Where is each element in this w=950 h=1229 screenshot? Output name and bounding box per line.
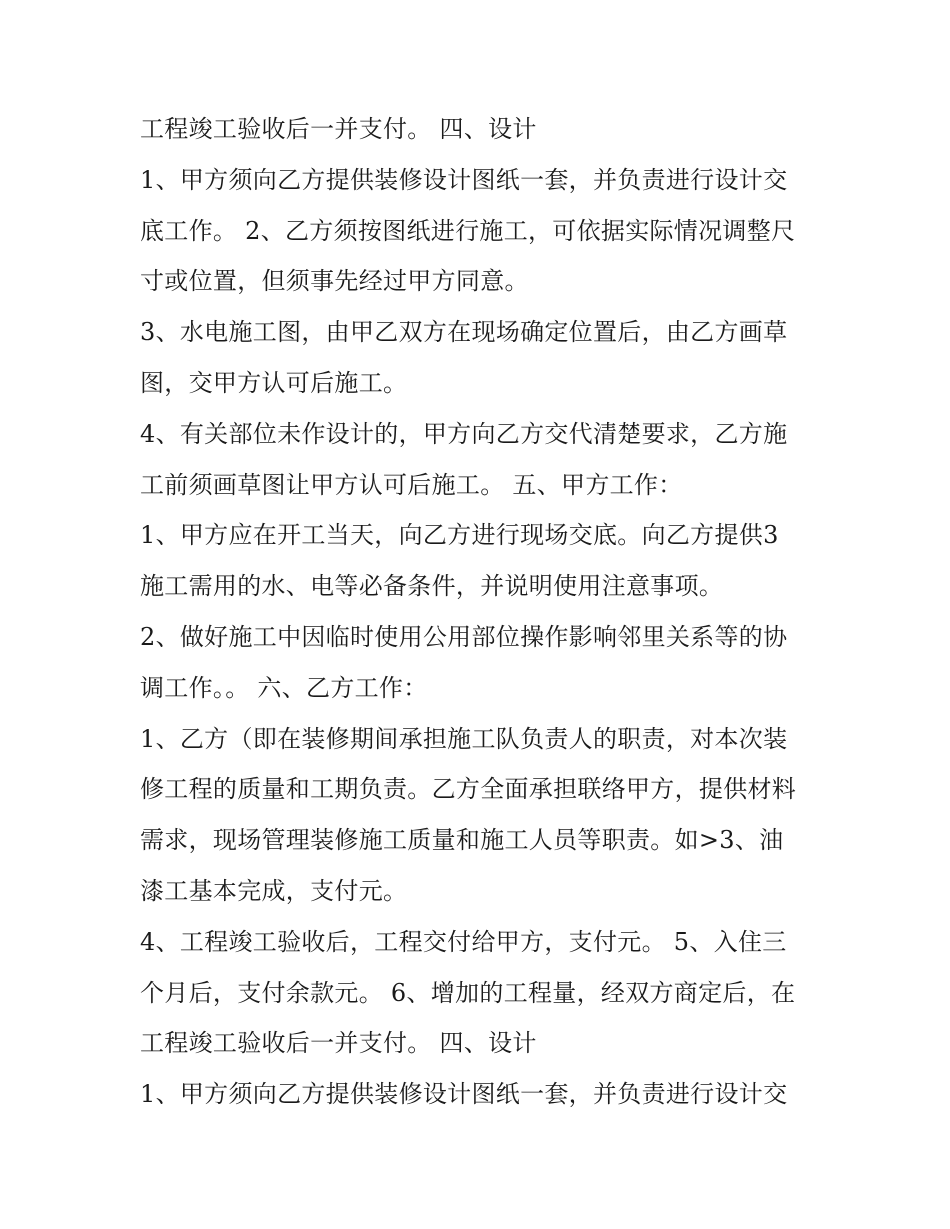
text-line: 漆工基本完成，支付元。 — [140, 876, 408, 905]
text-line: 1、甲方须向乙方提供装修设计图纸一套，并负责进行设计交 — [140, 165, 788, 194]
text-line: 工程竣工验收后一并支付。 四、设计 — [140, 1029, 537, 1058]
text-line: 1、乙方（即在装修期间承担施工队负责人的职责，对本次装 — [140, 724, 788, 753]
text-line: 图，交甲方认可后施工。 — [140, 368, 408, 397]
text-line: 需求，现场管理装修施工质量和施工人员等职责。如>3、油 — [140, 826, 784, 855]
text-line: 个月后，支付余款元。 6、增加的工程量，经双方商定后，在 — [140, 978, 796, 1007]
text-line: 1、甲方应在开工当天，向乙方进行现场交底。向乙方提供3 — [140, 521, 779, 550]
text-line: 寸或位置，但须事先经过甲方同意。 — [140, 267, 529, 296]
text-line: 施工需用的水、电等必备条件，并说明使用注意事项。 — [140, 572, 724, 601]
text-line: 修工程的质量和工期负责。乙方全面承担联络甲方，提供材料 — [140, 775, 797, 804]
text-line: 调工作。。 六、乙方工作： — [140, 673, 428, 702]
text-line: 3、水电施工图，由甲乙双方在现场确定位置后，由乙方画草 — [140, 318, 788, 347]
text-line: 4、有关部位未作设计的，甲方向乙方交代清楚要求，乙方施 — [140, 419, 788, 448]
text-line: 工程竣工验收后一并支付。 四、设计 — [140, 115, 537, 143]
text-line: 2、做好施工中因临时使用公用部位操作影响邻里关系等的协 — [140, 622, 788, 651]
document-body — [140, 110, 840, 1126]
text-line: 1、甲方须向乙方提供装修设计图纸一套，并负责进行设计交 — [140, 1080, 788, 1109]
text-line: 底工作。 2、乙方须按图纸进行施工，可依据实际情况调整尺 — [140, 216, 796, 245]
text-line: 4、工程竣工验收后，工程交付给甲方，支付元。 5、入住三 — [140, 927, 787, 956]
text-line: 工前须画草图让甲方认可后施工。 五、甲方工作： — [140, 470, 683, 499]
